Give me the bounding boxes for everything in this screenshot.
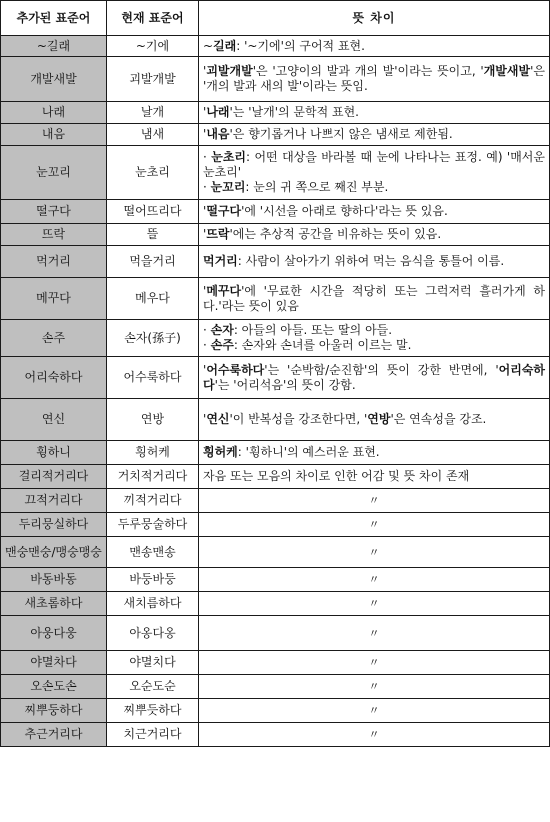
table-row xyxy=(1,124,550,146)
text-segment: '는 '순박함/순진함'의 뜻이 강한 반면에, ' xyxy=(264,362,499,377)
bold-term: 연방 xyxy=(367,412,391,426)
text-segment: '은 향기롭거나 나쁘지 않은 냄새로 제한됨. xyxy=(229,127,453,141)
current-word-cell: 맨송맨송 xyxy=(107,537,199,568)
bold-term: 뜨락 xyxy=(206,227,230,241)
current-word-cell: 뜰 xyxy=(107,224,199,246)
bold-term: 눈초리 xyxy=(211,150,247,164)
text-segment: : 아들의 아들. 또는 딸의 아들. xyxy=(233,323,393,337)
text-segment: ~ xyxy=(203,38,214,53)
table-row xyxy=(1,224,550,246)
current-word-cell: 어수룩하다 xyxy=(107,357,199,399)
added-word-cell: 연신 xyxy=(1,399,107,441)
text-segment: '에 '무료한 시간을 적당히 또는 그럭저럭 흘러가게 하다.'라는 뜻이 있음 xyxy=(203,283,545,313)
added-word-cell: 뜨락 xyxy=(1,224,107,246)
table-row xyxy=(1,675,550,699)
bold-term: 내음 xyxy=(206,127,230,141)
bold-term: 먹거리 xyxy=(203,254,238,268)
meaning-cell xyxy=(199,224,550,246)
added-word-cell: 손주 xyxy=(1,320,107,357)
text-segment: ' xyxy=(203,283,207,298)
meaning-line xyxy=(203,180,545,195)
text-segment: '에 '시선을 아래로 향하다'라는 뜻 있음. xyxy=(241,204,448,218)
added-word-cell: 오손도손 xyxy=(1,675,107,699)
current-word-cell: 연방 xyxy=(107,399,199,441)
added-word-cell: 맨숭맨숭/맹숭맹숭 xyxy=(1,537,107,568)
text-segment: 자음 또는 모음의 차이로 인한 어감 및 뜻 차이 존재 xyxy=(203,469,470,483)
text-segment: '에는 추상적 공간을 비유하는 뜻이 있음. xyxy=(229,227,442,241)
added-word-cell: 끄적거리다 xyxy=(1,489,107,513)
text-segment: : 사람이 살아가기 위하여 먹는 음식을 통틀어 이름. xyxy=(237,254,505,268)
current-word-cell: 아옹다옹 xyxy=(107,616,199,651)
meaning-cell xyxy=(199,278,550,320)
added-word-cell: 메꾸다 xyxy=(1,278,107,320)
table-row xyxy=(1,102,550,124)
current-word-cell: 찌뿌듯하다 xyxy=(107,699,199,723)
meaning-cell xyxy=(199,102,550,124)
added-word-cell: 걸리적거리다 xyxy=(1,465,107,489)
meaning-cell xyxy=(199,146,550,200)
text-segment: : '~기에'의 구어적 표현. xyxy=(236,38,365,53)
table-row xyxy=(1,489,550,513)
table-row xyxy=(1,441,550,465)
current-word-cell: 괴발개발 xyxy=(107,57,199,102)
current-word-cell: ~기에 xyxy=(107,36,199,57)
meaning-cell: 〃 xyxy=(199,723,550,747)
bold-term: 눈꼬리 xyxy=(210,180,246,194)
text-segment: ' xyxy=(203,105,207,119)
meaning-cell xyxy=(199,320,550,357)
table-row xyxy=(1,465,550,489)
text-segment: '은 '개의 발과 새의 발'이라는 뜻임. xyxy=(203,64,545,93)
table-body xyxy=(1,36,550,747)
bold-term: 어리숙하다 xyxy=(203,362,545,392)
current-word-cell: 날개 xyxy=(107,102,199,124)
table-row xyxy=(1,278,550,320)
meaning-cell xyxy=(199,124,550,146)
current-word-cell: 새치름하다 xyxy=(107,592,199,616)
table-row xyxy=(1,651,550,675)
added-word-cell: 찌뿌둥하다 xyxy=(1,699,107,723)
added-word-cell: 휭하니 xyxy=(1,441,107,465)
added-word-cell: 새초롬하다 xyxy=(1,592,107,616)
meaning-cell xyxy=(199,246,550,278)
bold-term: 길래 xyxy=(213,38,237,53)
added-word-cell: ~길래 xyxy=(1,36,107,57)
text-segment: '는 '날개'의 문학적 표현. xyxy=(229,105,359,119)
bold-term: 손주 xyxy=(210,338,234,352)
added-word-cell: 아웅다웅 xyxy=(1,616,107,651)
meaning-cell: 〃 xyxy=(199,568,550,592)
text-segment: ' xyxy=(203,127,207,141)
meaning-cell: 〃 xyxy=(199,592,550,616)
table-row xyxy=(1,200,550,224)
bold-term: 떨구다 xyxy=(206,204,242,218)
added-word-cell: 눈꼬리 xyxy=(1,146,107,200)
bold-term: 개발새발 xyxy=(483,64,531,78)
text-segment: : 눈의 귀 쪽으로 째진 부분. xyxy=(245,180,389,194)
text-segment: ' xyxy=(203,412,207,426)
table-row xyxy=(1,246,550,278)
text-segment: · xyxy=(203,180,211,194)
table-row xyxy=(1,320,550,357)
bold-term: 괴발개발 xyxy=(206,64,253,78)
table-row xyxy=(1,568,550,592)
meaning-cell: 〃 xyxy=(199,513,550,537)
text-segment: ' xyxy=(203,204,207,218)
meaning-cell: 〃 xyxy=(199,489,550,513)
table-row xyxy=(1,592,550,616)
text-segment: · xyxy=(203,338,211,352)
current-word-cell: 떨어뜨리다 xyxy=(107,200,199,224)
added-word-cell: 내음 xyxy=(1,124,107,146)
text-segment: · xyxy=(203,323,211,337)
text-segment: '은 '고양이의 발과 개의 발'이라는 뜻이고, ' xyxy=(252,64,484,78)
table-row xyxy=(1,723,550,747)
added-word-cell: 개발새발 xyxy=(1,57,107,102)
current-word-cell: 손자(孫子) xyxy=(107,320,199,357)
bold-term: 연신 xyxy=(206,412,230,426)
bold-term: 나래 xyxy=(206,105,230,119)
bold-term: 어수룩하다 xyxy=(206,362,265,377)
meaning-cell xyxy=(199,57,550,102)
current-word-cell: 먹을거리 xyxy=(107,246,199,278)
text-segment: : 손자와 손녀를 아울러 이르는 말. xyxy=(233,338,412,352)
current-word-cell: 끼적거리다 xyxy=(107,489,199,513)
meaning-cell: 〃 xyxy=(199,675,550,699)
current-word-cell: 거치적거리다 xyxy=(107,465,199,489)
meaning-cell xyxy=(199,441,550,465)
added-word-cell: 먹거리 xyxy=(1,246,107,278)
meaning-cell: 〃 xyxy=(199,537,550,568)
added-word-cell: 바동바동 xyxy=(1,568,107,592)
meaning-cell xyxy=(199,36,550,57)
current-word-cell: 두루뭉술하다 xyxy=(107,513,199,537)
table-row xyxy=(1,537,550,568)
table-row xyxy=(1,513,550,537)
meaning-cell: 〃 xyxy=(199,699,550,723)
current-word-cell: 야멸치다 xyxy=(107,651,199,675)
meaning-line xyxy=(203,150,545,180)
text-segment: : 어떤 대상을 바라볼 때 눈에 나타나는 표정. 예) '매서운 눈초리' xyxy=(203,150,545,179)
meaning-line xyxy=(203,338,545,353)
current-word-cell: 힁허케 xyxy=(107,441,199,465)
current-word-cell: 오순도순 xyxy=(107,675,199,699)
added-word-cell: 두리뭉실하다 xyxy=(1,513,107,537)
current-word-cell: 냄새 xyxy=(107,124,199,146)
meaning-cell xyxy=(199,200,550,224)
text-segment: ' xyxy=(203,227,207,241)
header-meaning-difference: 뜻 차이 xyxy=(199,1,550,36)
text-segment: '이 반복성을 강조한다면, ' xyxy=(229,412,368,426)
current-word-cell: 눈초리 xyxy=(107,146,199,200)
text-segment: '는 '어리석음'의 뜻이 강함. xyxy=(214,377,356,392)
meaning-cell xyxy=(199,357,550,399)
meaning-cell: 〃 xyxy=(199,616,550,651)
current-word-cell: 치근거리다 xyxy=(107,723,199,747)
added-word-cell: 어리숙하다 xyxy=(1,357,107,399)
meaning-line xyxy=(203,323,545,338)
table-row xyxy=(1,36,550,57)
table-row xyxy=(1,57,550,102)
bold-term: 힁허케 xyxy=(203,445,238,459)
meaning-cell xyxy=(199,399,550,441)
added-word-cell: 추근거리다 xyxy=(1,723,107,747)
meaning-cell: 〃 xyxy=(199,651,550,675)
added-word-cell: 야멸차다 xyxy=(1,651,107,675)
bold-term: 손자 xyxy=(210,323,234,337)
added-word-cell: 떨구다 xyxy=(1,200,107,224)
text-segment: ' xyxy=(203,362,207,377)
table-row xyxy=(1,357,550,399)
header-added-word: 추가된 표준어 xyxy=(1,1,107,36)
table-row xyxy=(1,616,550,651)
text-segment: '은 연속성을 강조. xyxy=(390,412,487,426)
text-segment: ' xyxy=(203,64,207,78)
table-row xyxy=(1,399,550,441)
current-word-cell: 메우다 xyxy=(107,278,199,320)
header-current-word: 현재 표준어 xyxy=(107,1,199,36)
table-row xyxy=(1,699,550,723)
table-row xyxy=(1,146,550,200)
header-row xyxy=(1,1,550,36)
text-segment: · xyxy=(203,150,212,164)
bold-term: 메꾸다 xyxy=(206,283,242,298)
meaning-cell xyxy=(199,465,550,489)
text-segment: : '휭하니'의 예스러운 표현. xyxy=(237,445,380,459)
added-word-cell: 나래 xyxy=(1,102,107,124)
current-word-cell: 바둥바둥 xyxy=(107,568,199,592)
